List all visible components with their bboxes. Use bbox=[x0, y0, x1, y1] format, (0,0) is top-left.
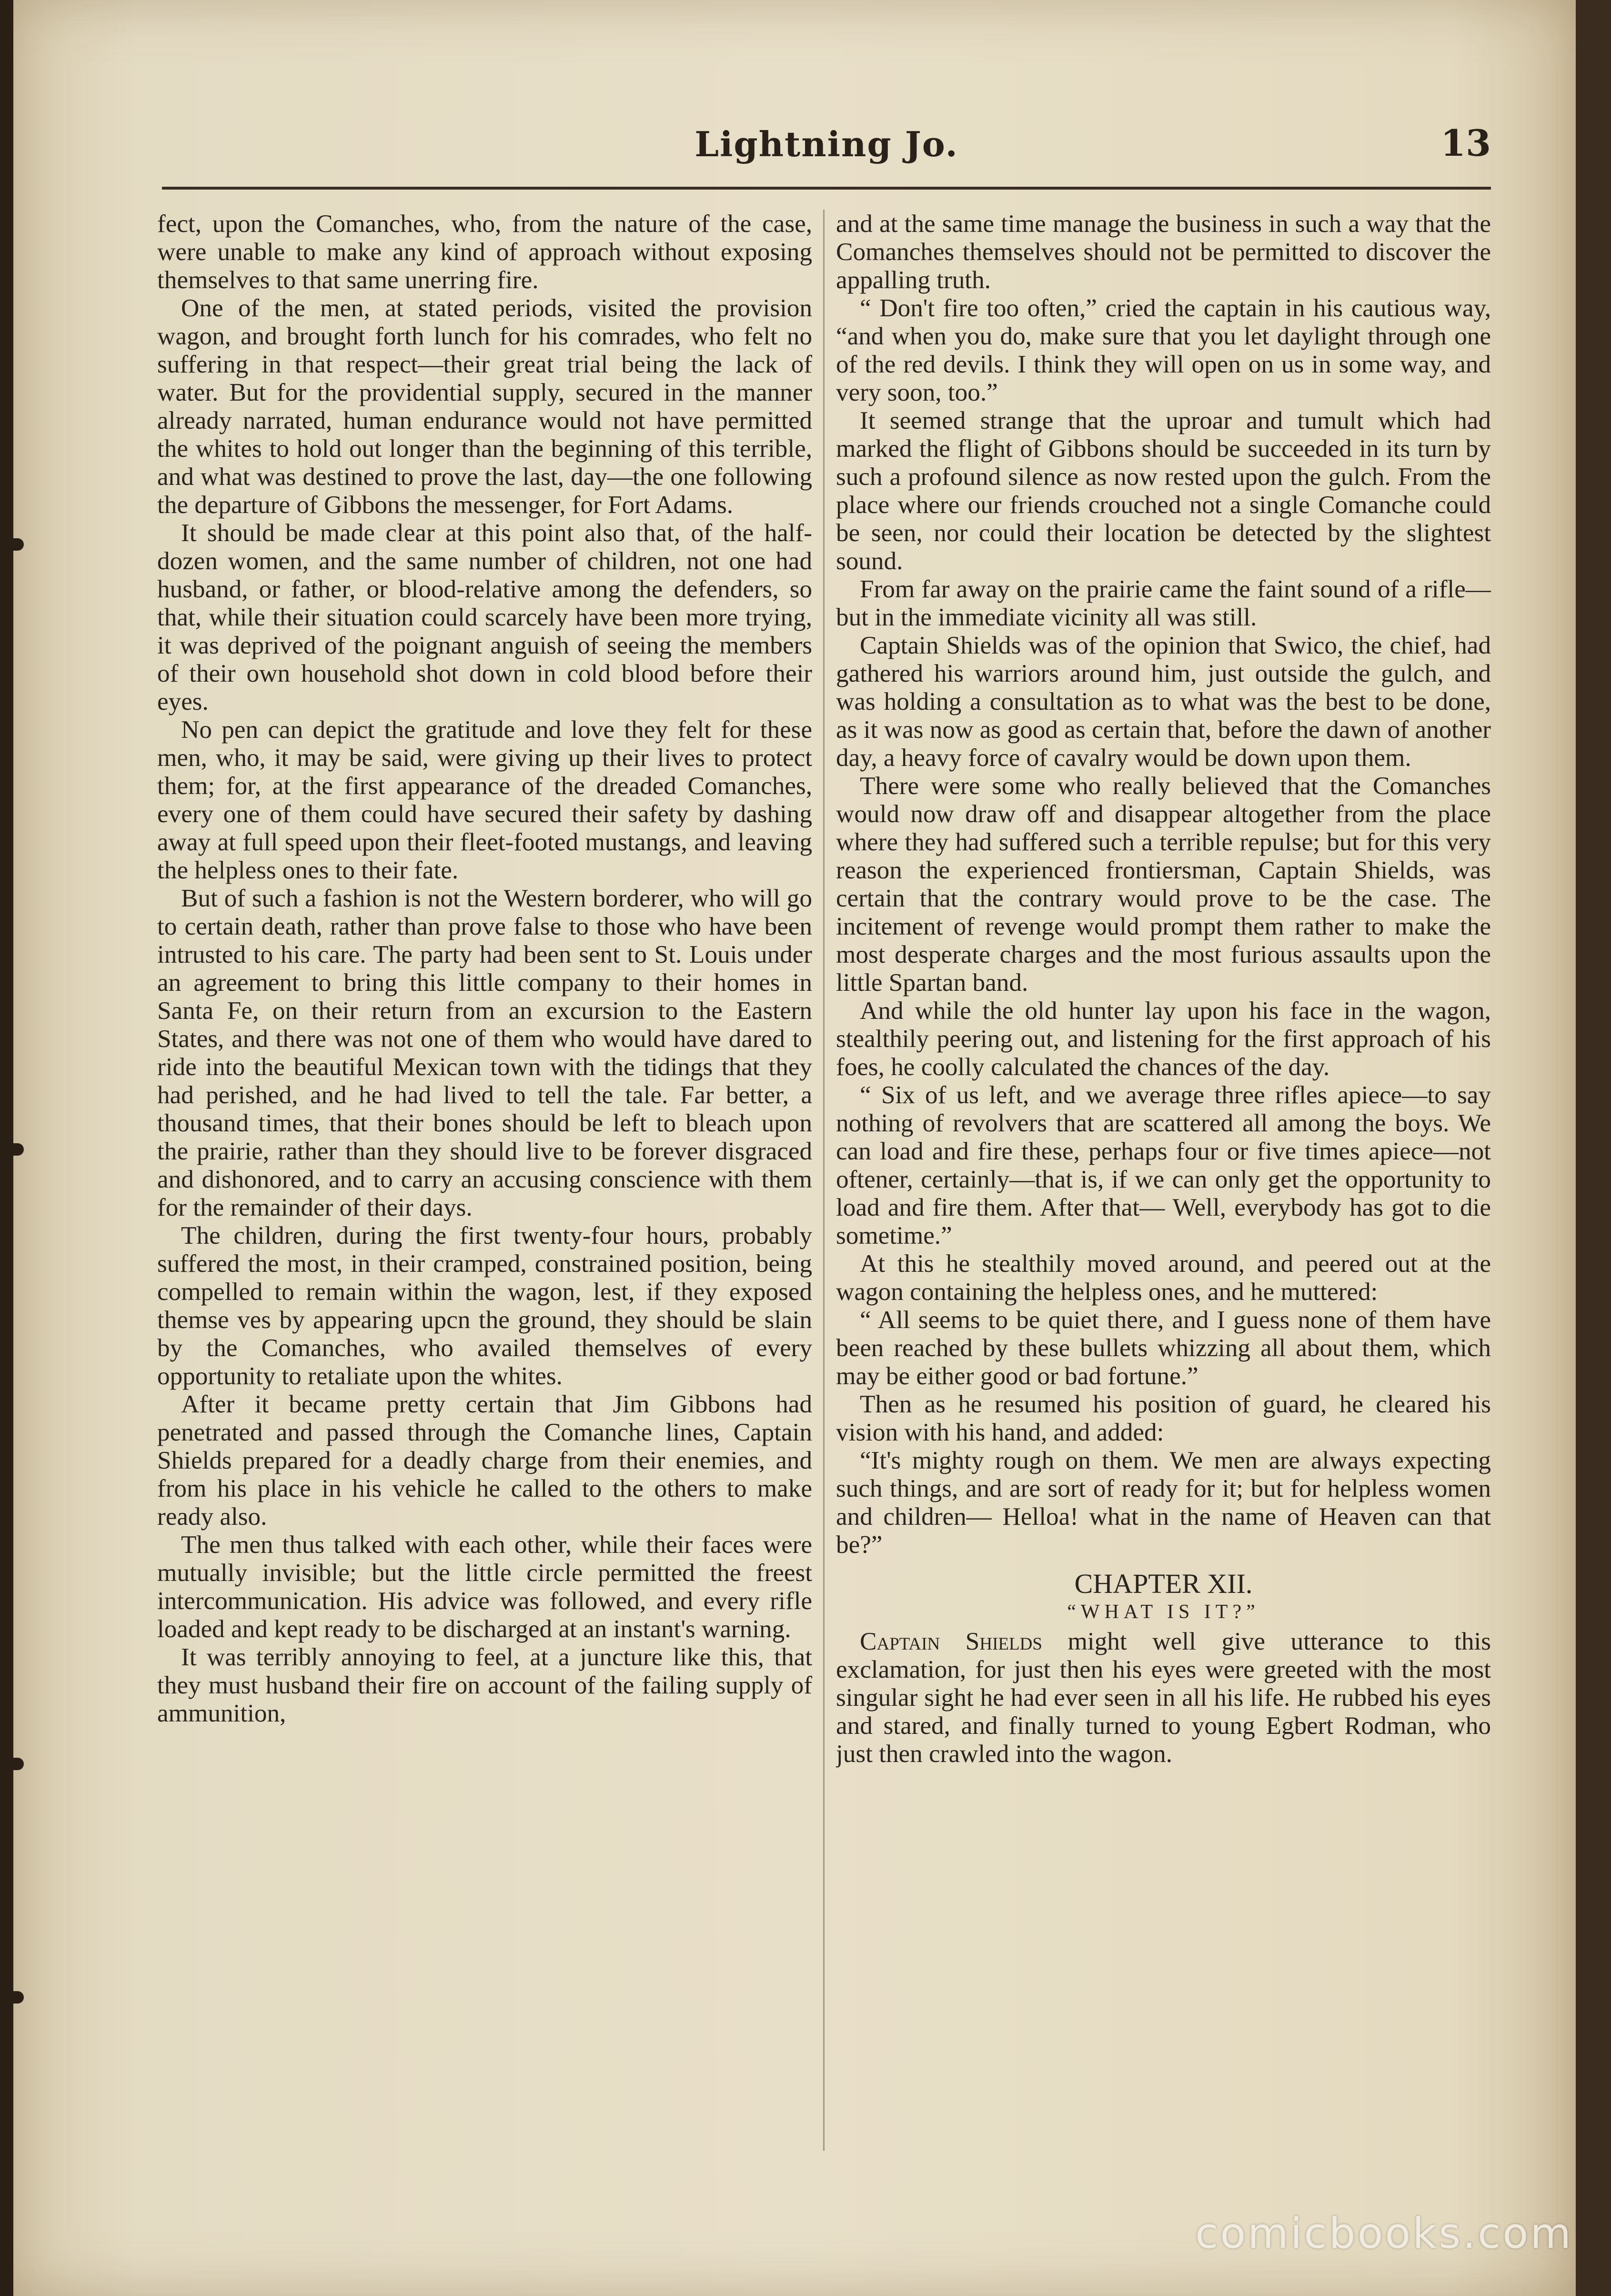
paragraph: fect, upon the Comanches, who, from the nature of the case, were unable to make any kind of approach without exposing themselves to that same unerring fire. bbox=[157, 210, 812, 294]
binding-tear-mark bbox=[3, 1143, 24, 1156]
paragraph: “It's mighty rough on them. We men are always expecting such things, and are sort of ready for it; but for helpless women and children— Helloa! what in the name of Heaven can that be?” bbox=[836, 1446, 1491, 1559]
paragraph: No pen can depict the gratitude and love they felt for these men, who, it may be said, were giving up their lives to protect them; for, at the first appearance of the dreaded Comanches, every one of them could have secured their safety by dashing away at full speed upon their fleet-footed mustangs, and leaving the helpless ones to their fate. bbox=[157, 715, 812, 884]
chapter-opening-smallcaps: Captain Shields bbox=[860, 1627, 1042, 1655]
header-rule bbox=[162, 187, 1491, 190]
binding-tear-mark bbox=[3, 538, 24, 551]
paragraph: At this he stealthily moved around, and peered out at the wagon containing the helpless ones, and he muttered: bbox=[836, 1249, 1491, 1306]
chapter-subtitle: “WHAT IS IT?” bbox=[1067, 1601, 1260, 1623]
page-number: 13 bbox=[1440, 122, 1491, 164]
left-column bbox=[157, 210, 812, 2153]
chapter-opening-text: might well give utterance to this exclamation, for just then his eyes were greeted with the most singular sight he had ever seen in all his life. He rubbed his eyes and stared, and finally turned to young Egbert Rodman, who just then crawled into the wagon. bbox=[836, 1627, 1491, 1768]
binding-tear-mark bbox=[3, 1991, 24, 2004]
paragraph: The men thus talked with each other, while their faces were mutually invisible; but the little circle permitted the freest intercommunication. His advice was followed, and every rifle loaded and kept ready to be discharged at an instant's warning. bbox=[157, 1531, 812, 1643]
page-header bbox=[162, 119, 1491, 171]
paragraph: There were some who really believed that the Comanches would now draw off and disappear altogether from the place where they had suffered such a terrible repulse; but for this very reason the experienced frontiersman, Captain Shields, was certain that the contrary would prove to be the case. The incitement of revenge would prompt them rather to make the most desperate charges and the most furious assaults upon the little Spartan band. bbox=[836, 772, 1491, 997]
paragraph: Then as he resumed his position of guard, he cleared his vision with his hand, and added: bbox=[836, 1390, 1491, 1446]
right-column bbox=[836, 210, 1491, 2153]
paragraph: It was terribly annoying to feel, at a juncture like this, that they must husband their fire on account of the failing supply of ammunition, bbox=[157, 1643, 812, 1727]
paragraph: And while the old hunter lay upon his face in the wagon, stealthily peering out, and listening for the first approach of his foes, he coolly calculated the chances of the day. bbox=[836, 997, 1491, 1081]
paragraph: The children, during the first twenty-four hours, probably suffered the most, in their cramped, constrained position, being compelled to remain within the wagon, lest, if they exposed themse ves by appearing upcn the ground, they should be slain by the Comanches, who availed themselves of every opportunity to retaliate upon the whites. bbox=[157, 1221, 812, 1390]
paragraph: “ Six of us left, and we average three rifles apiece—to say nothing of revolvers that are scattered all among the boys. We can load and fire these, perhaps four or five times apiece—not oftener, certainly—that is, if we can only get the opportunity to load and fire them. After that— Well, everybody has got to die sometime.” bbox=[836, 1081, 1491, 1249]
chapter-heading: CHAPTER XII. bbox=[1074, 1568, 1253, 1599]
paragraph: From far away on the prairie came the faint sound of a rifle—but in the immediate vicinity all was still. bbox=[836, 575, 1491, 631]
paragraph: Captain Shields was of the opinion that Swico, the chief, had gathered his warriors around him, just outside the gulch, and was holding a consultation as to what was the best to be done, as it was now as good as certain that, before the dawn of another day, a heavy force of cavalry would be down upon them. bbox=[836, 631, 1491, 772]
paragraph: But of such a fashion is not the Western borderer, who will go to certain death, rather than prove false to those who have been intrusted to his care. The party had been sent to St. Louis under an agreement to bring this little company to their homes in Santa Fe, on their return from an excursion to the Eastern States, and there was not one of them who would have dared to ride into the beautiful Mexican town with the tidings that they had perished, and he had lived to tell the tale. Far better, a thousand times, that their bones should be left to bleach upon the prairie, rather than they should live to be forever disgraced and dishonored, and to carry an accusing conscience with them for the remainder of their days. bbox=[157, 884, 812, 1221]
paragraph: It should be made clear at this point also that, of the half-dozen women, and the same number of children, not one had husband, or father, or blood-relative among the defenders, so that, while their situation could scarcely have been more trying, it was deprived of the poignant anguish of seeing the members of their own household shot down in cold blood before their eyes. bbox=[157, 519, 812, 715]
running-title: Lightning Jo. bbox=[695, 124, 958, 164]
paragraph: It seemed strange that the uproar and tumult which had marked the flight of Gibbons should be succeeded in its turn by such a profound silence as now rested upon the gulch. From the place where our friends crouched not a single Comanche could be seen, nor could their location be detected by the slightest sound. bbox=[836, 406, 1491, 575]
paragraph: After it became pretty certain that Jim Gibbons had penetrated and passed through the Comanche lines, Captain Shields prepared for a deadly charge from their enemies, and from his place in his vehicle he called to the others to make ready also. bbox=[157, 1390, 812, 1531]
paragraph: and at the same time manage the business in such a way that the Comanches themselves should not be permitted to discover the appalling truth. bbox=[836, 210, 1491, 294]
chapter-opening-paragraph bbox=[836, 1627, 1491, 1768]
binding-tear-mark bbox=[3, 1758, 24, 1770]
paragraph: “ All seems to be quiet there, and I guess none of them have been reached by these bullets whizzing all about them, which may be either good or bad fortune.” bbox=[836, 1306, 1491, 1390]
column-divider bbox=[823, 210, 825, 2151]
paragraph: One of the men, at stated periods, visited the provision wagon, and brought forth lunch for his comrades, who felt no suffering in that respect—their great trial being the lack of water. But for the providential supply, secured in the manner already narrated, human endurance would not have permitted the whites to hold out longer than the beginning of this terrible, and what was destined to prove the last, day—the one following the departure of Gibbons the messenger, for Fort Adams. bbox=[157, 294, 812, 519]
watermark: comicbooks.com bbox=[1195, 2209, 1573, 2258]
paragraph: “ Don't fire too often,” cried the captain in his cautious way, “and when you do, make sure that you let daylight through one of the red devils. I think they will open on us in some way, and very soon, too.” bbox=[836, 294, 1491, 406]
